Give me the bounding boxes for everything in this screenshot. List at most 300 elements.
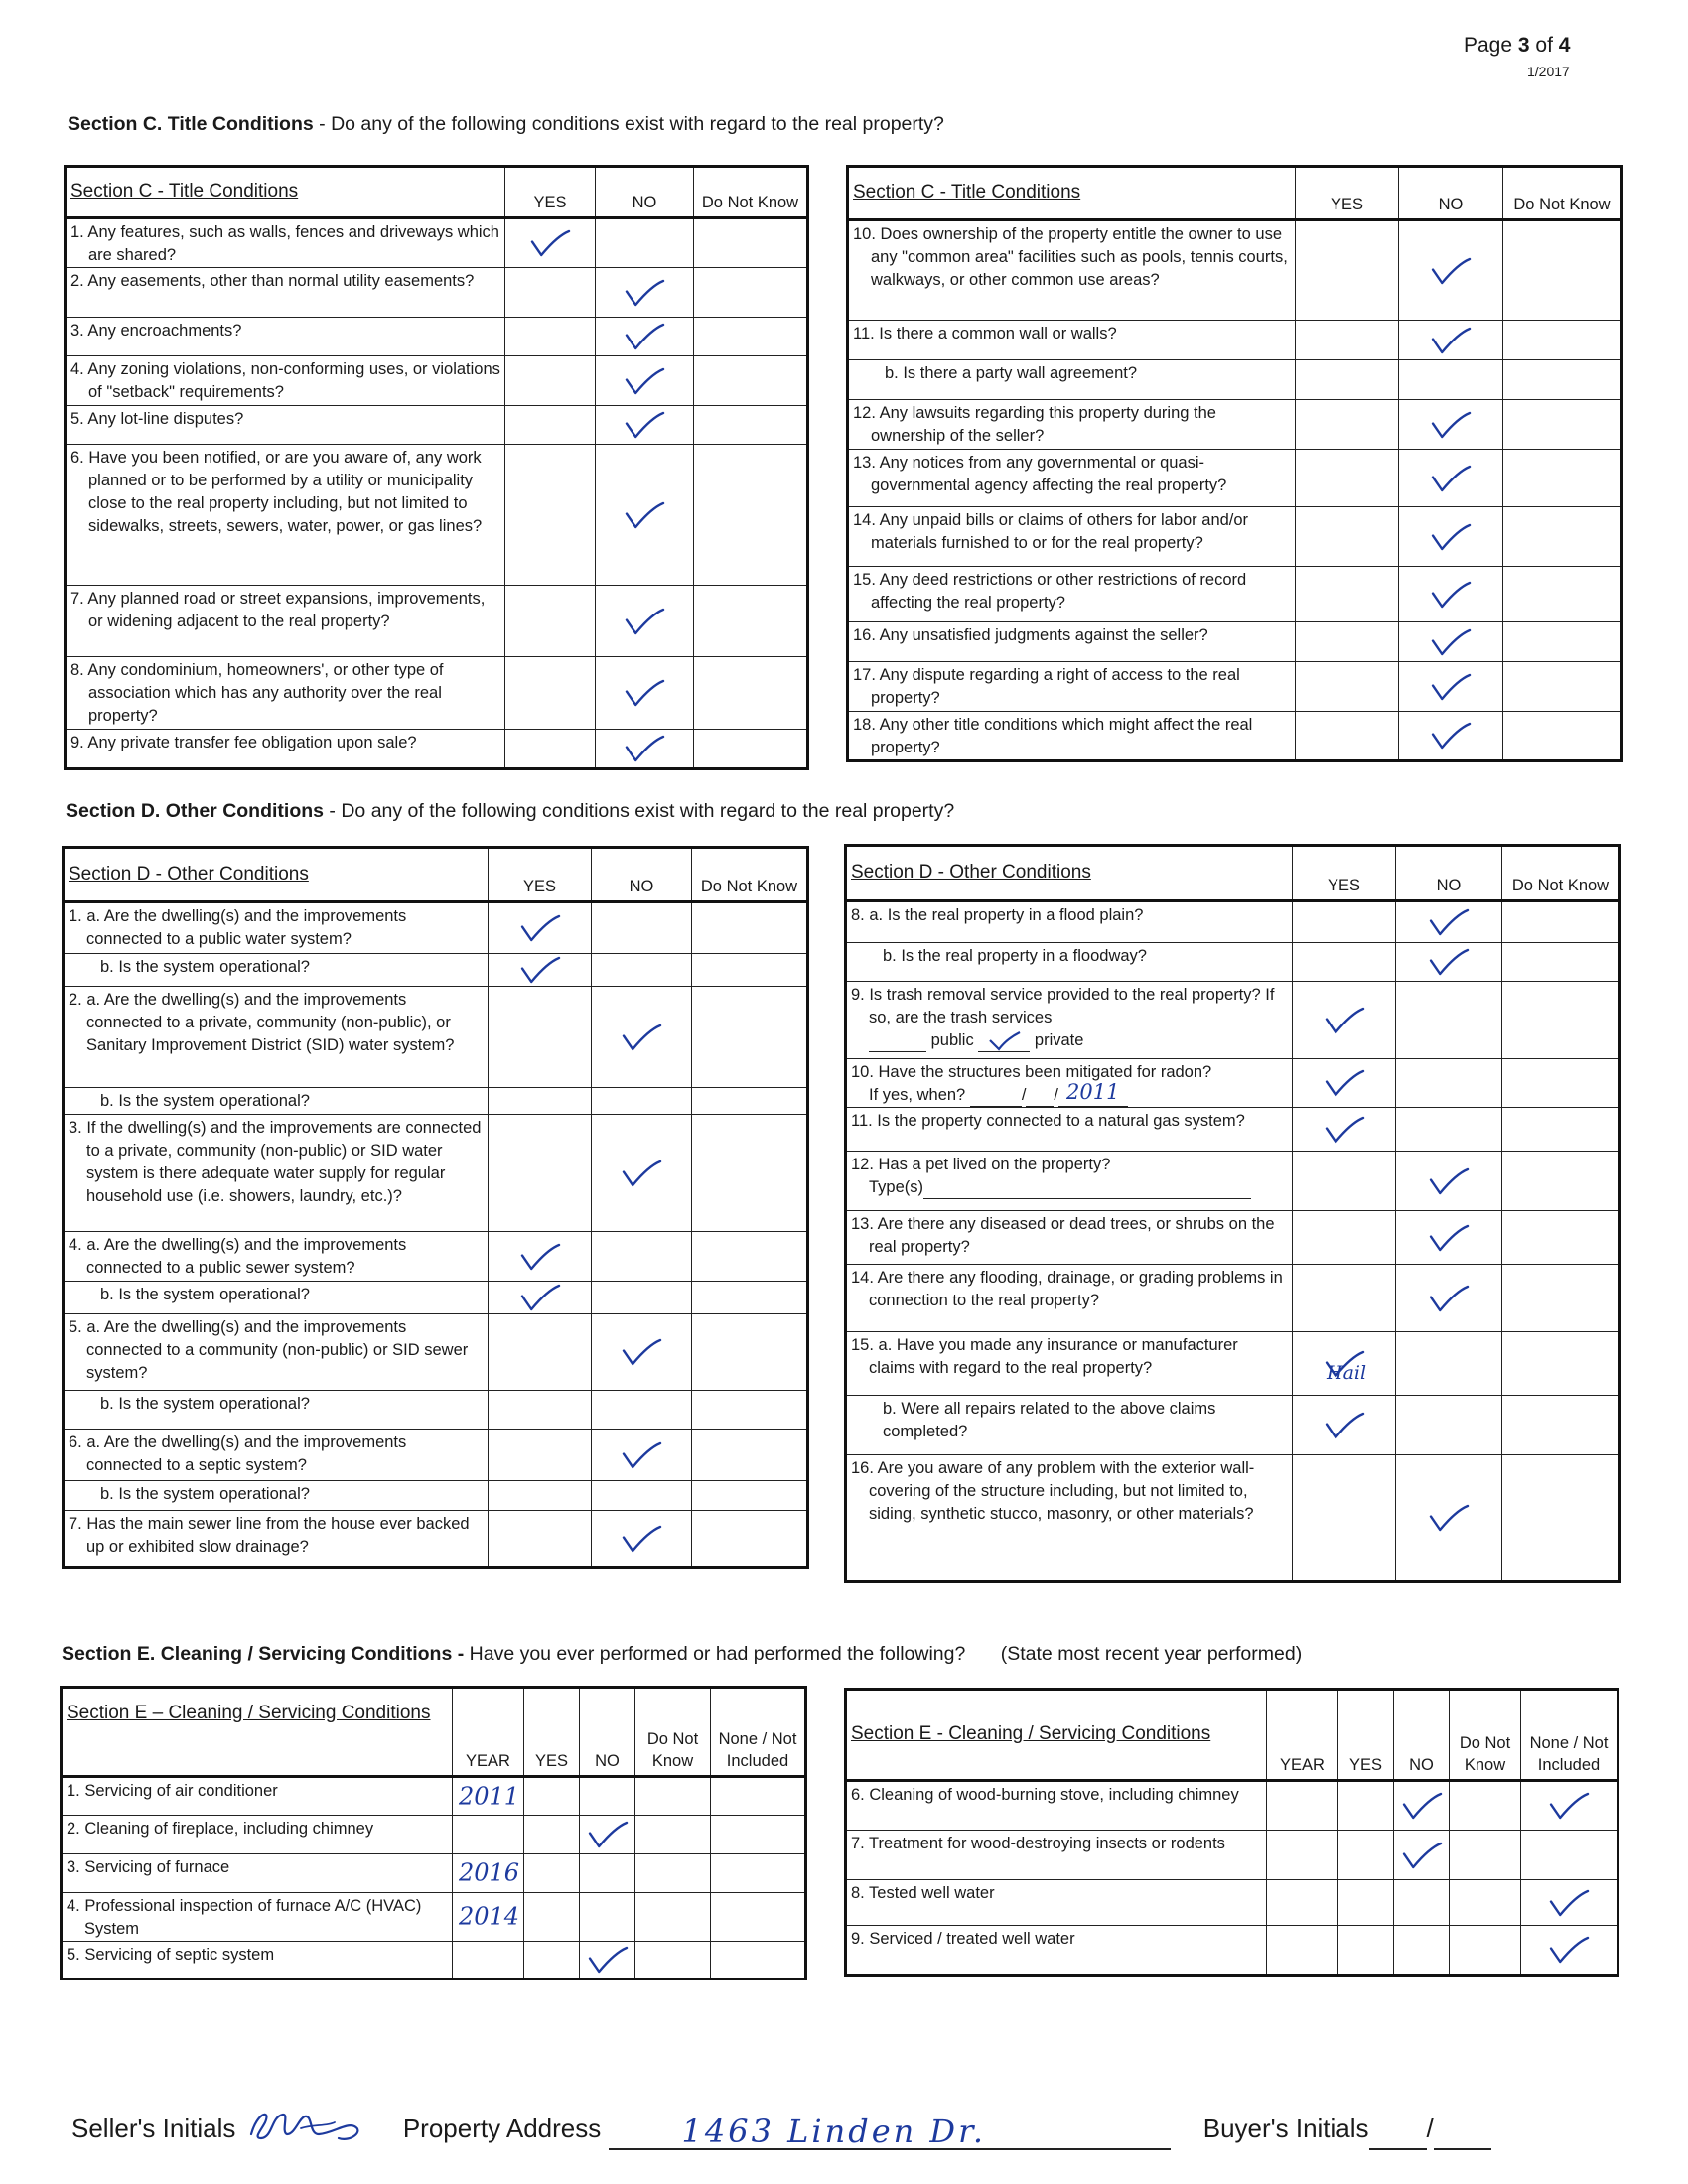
col-do-not-know: Do Not Know xyxy=(1503,167,1622,220)
answer-yes-cell[interactable] xyxy=(489,1115,592,1232)
answer-yes-cell[interactable] xyxy=(489,902,592,954)
answer-dnk-cell[interactable] xyxy=(694,218,808,268)
checkmark-icon xyxy=(625,411,664,439)
question-text xyxy=(846,1332,1293,1396)
answer-yes-cell[interactable] xyxy=(1338,1926,1394,1976)
answer-no-cell[interactable] xyxy=(1399,567,1503,622)
answer-dnk-cell[interactable] xyxy=(635,1942,711,1979)
answer-dnk-cell[interactable] xyxy=(1503,662,1622,712)
checkmark-icon xyxy=(520,1243,560,1271)
answer-no-cell[interactable] xyxy=(1396,982,1502,1059)
question-text xyxy=(848,662,1296,712)
answer-no-cell[interactable] xyxy=(592,954,692,987)
answer-yes-cell[interactable] xyxy=(1293,1152,1396,1211)
answer-yes-cell[interactable] xyxy=(505,356,596,406)
answer-no-cell[interactable] xyxy=(1396,1455,1502,1582)
checkmark-icon xyxy=(1325,1116,1364,1144)
question-label: 17. Any dispute regarding a right of access to the real property? xyxy=(853,666,1240,707)
checkmark-icon xyxy=(1431,722,1471,750)
answer-no-cell[interactable] xyxy=(596,318,694,356)
answer-yes-cell[interactable] xyxy=(524,1777,580,1816)
answer-no-cell[interactable] xyxy=(1399,662,1503,712)
answer-no-cell[interactable] xyxy=(592,1511,692,1568)
answer-yes-cell[interactable] xyxy=(1293,943,1396,982)
answer-yes-cell[interactable] xyxy=(1293,1059,1396,1108)
answer-none-cell[interactable] xyxy=(1521,1831,1618,1880)
section-e-right-table xyxy=(844,1688,1619,1977)
answer-dnk-cell[interactable] xyxy=(1503,321,1622,360)
trash-private-blank[interactable] xyxy=(978,1032,1030,1052)
radon-year-value: 2011 xyxy=(1066,1080,1120,1104)
answer-no-cell[interactable] xyxy=(1394,1781,1450,1831)
answer-yes-cell[interactable] xyxy=(489,1391,592,1430)
answer-none-cell[interactable] xyxy=(711,1854,806,1893)
answer-no-cell[interactable] xyxy=(1399,360,1503,400)
checkmark-icon xyxy=(622,1160,661,1187)
question-row xyxy=(848,662,1622,712)
answer-yes-cell[interactable] xyxy=(1296,321,1399,360)
answer-yes-cell[interactable] xyxy=(1296,507,1399,567)
answer-dnk-cell[interactable] xyxy=(692,1282,808,1314)
answer-yes-cell[interactable] xyxy=(524,1893,580,1942)
answer-dnk-cell[interactable] xyxy=(692,1088,808,1115)
answer-yes-cell[interactable] xyxy=(1296,360,1399,400)
answer-no-cell[interactable] xyxy=(1399,507,1503,567)
answer-yes-cell[interactable] xyxy=(505,218,596,268)
question-text xyxy=(66,730,505,769)
answer-yes-cell[interactable] xyxy=(1296,712,1399,761)
answer-no-cell[interactable] xyxy=(592,987,692,1088)
buyer-initials-field-1[interactable] xyxy=(1369,2118,1427,2150)
checkmark-icon xyxy=(1431,581,1471,609)
answer-dnk-cell[interactable] xyxy=(692,902,808,954)
answer-yes-cell[interactable] xyxy=(1296,400,1399,450)
answer-year-cell[interactable] xyxy=(453,1816,524,1854)
answer-dnk-cell[interactable] xyxy=(692,1232,808,1282)
question-text xyxy=(846,1880,1267,1926)
question-row xyxy=(64,1115,808,1232)
question-label: 4. Professional inspection of furnace A/C (HVAC) System xyxy=(67,1897,422,1938)
answer-no-cell[interactable] xyxy=(1396,901,1502,943)
question-row xyxy=(64,1481,808,1511)
answer-no-cell[interactable] xyxy=(1396,1211,1502,1265)
answer-no-cell[interactable] xyxy=(1396,1152,1502,1211)
answer-year-cell[interactable] xyxy=(1267,1831,1338,1880)
answer-year-cell[interactable] xyxy=(1267,1926,1338,1976)
question-row xyxy=(66,356,808,406)
answer-yes-cell[interactable] xyxy=(1296,662,1399,712)
answer-no-cell[interactable] xyxy=(1396,1059,1502,1108)
question-row xyxy=(66,730,808,769)
answer-no-cell[interactable] xyxy=(1394,1926,1450,1976)
answer-no-cell[interactable] xyxy=(580,1777,635,1816)
answer-none-cell[interactable] xyxy=(1521,1880,1618,1926)
answer-yes-cell[interactable] xyxy=(1296,450,1399,507)
answer-no-cell[interactable] xyxy=(592,902,692,954)
question-row xyxy=(848,622,1622,662)
question-row xyxy=(846,1108,1620,1152)
answer-dnk-cell[interactable] xyxy=(1450,1926,1521,1976)
answer-dnk-cell[interactable] xyxy=(1502,1108,1620,1152)
question-label: 6. a. Are the dwelling(s) and the improvements connected to a septic system? xyxy=(69,1433,407,1474)
answer-dnk-cell[interactable] xyxy=(1502,982,1620,1059)
question-label: 3. If the dwelling(s) and the improvements are connected to a private, community (non-public) or SID water system is there adequate water supply for regular household use (i.e. showers, laundry, etc.)? xyxy=(69,1119,482,1205)
question-row xyxy=(846,1059,1620,1108)
answer-no-cell[interactable] xyxy=(1396,1396,1502,1455)
checkmark-icon xyxy=(1549,1792,1589,1820)
checkmark-icon xyxy=(622,1441,661,1469)
answer-dnk-cell[interactable] xyxy=(692,987,808,1088)
answer-dnk-cell[interactable] xyxy=(1502,1059,1620,1108)
answer-year-cell[interactable] xyxy=(1267,1781,1338,1831)
answer-yes-cell[interactable] xyxy=(489,1232,592,1282)
answer-dnk-cell[interactable] xyxy=(1503,622,1622,662)
answer-dnk-cell[interactable] xyxy=(1503,220,1622,321)
question-text xyxy=(64,1391,489,1430)
answer-no-cell[interactable] xyxy=(596,268,694,318)
answer-dnk-cell[interactable] xyxy=(1450,1781,1521,1831)
col-no: NO xyxy=(1394,1690,1450,1781)
radon-year-field[interactable] xyxy=(1058,1080,1128,1107)
answer-no-cell[interactable] xyxy=(592,1481,692,1511)
answer-dnk-cell[interactable] xyxy=(692,1314,808,1391)
question-row xyxy=(64,1430,808,1481)
checkmark-icon xyxy=(625,367,664,395)
question-label: b. Is the system operational? xyxy=(100,1286,310,1303)
question-label: 3. Any encroachments? xyxy=(70,322,242,340)
answer-dnk-cell[interactable] xyxy=(692,1481,808,1511)
col-yes: YES xyxy=(1338,1690,1394,1781)
question-row xyxy=(848,712,1622,761)
property-address-field[interactable] xyxy=(609,2113,1171,2150)
answer-no-cell[interactable] xyxy=(592,1232,692,1282)
answer-dnk-cell[interactable] xyxy=(692,954,808,987)
checkmark-icon xyxy=(622,1338,661,1366)
answer-no-cell[interactable] xyxy=(1399,400,1503,450)
answer-no-cell[interactable] xyxy=(592,1314,692,1391)
answer-dnk-cell[interactable] xyxy=(692,1391,808,1430)
question-text xyxy=(64,1088,489,1115)
question-text xyxy=(846,943,1293,982)
answer-yes-cell[interactable] xyxy=(1293,901,1396,943)
question-label: 5. a. Are the dwelling(s) and the improvements connected to a community (non-public) or SID sewer system? xyxy=(69,1318,469,1382)
question-label: 13. Any notices from any governmental or quasi-governmental agency affecting the real property? xyxy=(853,454,1227,494)
question-row xyxy=(64,1232,808,1282)
answer-dnk-cell[interactable] xyxy=(1450,1831,1521,1880)
question-text xyxy=(848,321,1296,360)
question-row xyxy=(66,268,808,318)
question-label: 4. a. Are the dwelling(s) and the improvements connected to a public sewer system? xyxy=(69,1236,407,1277)
question-row xyxy=(62,1942,806,1979)
answer-yes-cell[interactable] xyxy=(489,1282,592,1314)
answer-year-cell[interactable] xyxy=(453,1854,524,1893)
answer-dnk-cell[interactable] xyxy=(694,586,808,657)
answer-dnk-cell[interactable] xyxy=(1502,943,1620,982)
question-label: 11. Is there a common wall or walls? xyxy=(853,325,1117,342)
question-row xyxy=(848,507,1622,567)
answer-no-cell[interactable] xyxy=(1399,712,1503,761)
answer-dnk-cell[interactable] xyxy=(1503,712,1622,761)
checkmark-icon xyxy=(1325,1069,1364,1097)
answer-no-cell[interactable] xyxy=(1399,321,1503,360)
answer-no-cell[interactable] xyxy=(1396,1265,1502,1332)
question-row xyxy=(62,1893,806,1942)
question-label: b. Is the real property in a floodway? xyxy=(883,947,1147,965)
answer-yes-cell[interactable] xyxy=(524,1816,580,1854)
answer-no-cell[interactable] xyxy=(580,1942,635,1979)
answer-yes-cell[interactable] xyxy=(489,1481,592,1511)
question-text xyxy=(848,507,1296,567)
col-no: NO xyxy=(596,167,694,218)
question-label: b. Is there a party wall agreement? xyxy=(885,364,1138,382)
question-label: 9. Is trash removal service provided to the real property? If so, are the trash services xyxy=(851,986,1275,1026)
answer-yes-cell[interactable] xyxy=(505,445,596,586)
answer-dnk-cell[interactable] xyxy=(635,1893,711,1942)
answer-dnk-cell[interactable] xyxy=(692,1430,808,1481)
answer-dnk-cell[interactable] xyxy=(1503,450,1622,507)
answer-yes-cell[interactable] xyxy=(1293,1332,1396,1396)
answer-none-cell[interactable] xyxy=(711,1777,806,1816)
question-label: 8. Any condominium, homeowners', or other type of association which has any authority over the real property? xyxy=(70,661,444,725)
question-text xyxy=(848,450,1296,507)
answer-yes-cell[interactable] xyxy=(489,954,592,987)
question-label: 10. Have the structures been mitigated for radon? xyxy=(851,1063,1212,1081)
answer-dnk-cell[interactable] xyxy=(1502,1265,1620,1332)
trash-public-blank[interactable] xyxy=(869,1032,926,1052)
answer-dnk-cell[interactable] xyxy=(694,445,808,586)
answer-no-cell[interactable] xyxy=(596,730,694,769)
question-text xyxy=(846,1059,1293,1108)
answer-year-cell[interactable] xyxy=(1267,1880,1338,1926)
question-label: 13. Are there any diseased or dead trees, or shrubs on the real property? xyxy=(851,1215,1275,1256)
answer-no-cell[interactable] xyxy=(596,218,694,268)
answer-yes-cell[interactable] xyxy=(1296,220,1399,321)
answer-yes-cell[interactable] xyxy=(1293,1455,1396,1582)
question-row xyxy=(64,987,808,1088)
answer-dnk-cell[interactable] xyxy=(1502,1211,1620,1265)
answer-no-cell[interactable] xyxy=(1394,1831,1450,1880)
answer-year-cell[interactable] xyxy=(453,1893,524,1942)
col-year: YEAR xyxy=(453,1688,524,1777)
checkmark-icon xyxy=(990,1032,1020,1050)
question-row xyxy=(66,445,808,586)
answer-dnk-cell[interactable] xyxy=(1503,400,1622,450)
answer-none-cell[interactable] xyxy=(711,1816,806,1854)
answer-yes-cell[interactable] xyxy=(1338,1880,1394,1926)
question-row xyxy=(66,318,808,356)
question-row xyxy=(846,1396,1620,1455)
checkmark-icon xyxy=(625,323,664,350)
answer-dnk-cell[interactable] xyxy=(635,1816,711,1854)
trash-public-label: public xyxy=(930,1031,974,1049)
answer-dnk-cell[interactable] xyxy=(694,657,808,730)
question-row xyxy=(62,1777,806,1816)
question-row xyxy=(64,1088,808,1115)
radon-day-field[interactable] xyxy=(1026,1087,1054,1107)
answer-yes-cell[interactable] xyxy=(524,1942,580,1979)
question-label: 8. a. Is the real property in a flood plain? xyxy=(851,906,1144,924)
col-no: NO xyxy=(1399,167,1503,220)
answer-year-cell[interactable] xyxy=(453,1777,524,1816)
checkmark-icon xyxy=(1429,948,1469,976)
answer-yes-cell[interactable] xyxy=(505,730,596,769)
answer-yes-cell[interactable] xyxy=(524,1854,580,1893)
section-d-right-title: Section D - Other Conditions xyxy=(846,846,1293,901)
answer-dnk-cell[interactable] xyxy=(1503,567,1622,622)
answer-dnk-cell[interactable] xyxy=(694,356,808,406)
answer-yes-cell[interactable] xyxy=(1293,1265,1396,1332)
answer-yes-cell[interactable] xyxy=(505,586,596,657)
pet-type-line xyxy=(869,1176,1288,1199)
answer-yes-cell[interactable] xyxy=(489,1314,592,1391)
pet-type-label: Type(s) xyxy=(869,1178,924,1196)
answer-no-cell[interactable] xyxy=(592,1430,692,1481)
question-label: 4. Any zoning violations, non-conforming uses, or violations of "setback" requirements? xyxy=(70,360,500,401)
question-text xyxy=(846,1831,1267,1880)
answer-yes-cell[interactable] xyxy=(1293,1211,1396,1265)
answer-yes-cell[interactable] xyxy=(1296,622,1399,662)
answer-yes-cell[interactable] xyxy=(489,1430,592,1481)
answer-no-cell[interactable] xyxy=(1396,1332,1502,1396)
answer-no-cell[interactable] xyxy=(1394,1880,1450,1926)
buyer-initials-label: Buyer's Initials xyxy=(1202,2113,1369,2143)
question-row xyxy=(846,1781,1618,1831)
answer-none-cell[interactable] xyxy=(1521,1926,1618,1976)
answer-dnk-cell[interactable] xyxy=(1502,1455,1620,1582)
answer-dnk-cell[interactable] xyxy=(692,1115,808,1232)
section-d-left-table xyxy=(62,846,809,1569)
radon-month-field[interactable] xyxy=(970,1087,1022,1107)
answer-yes-cell[interactable] xyxy=(489,1088,592,1115)
question-label: 10. Does ownership of the property entitle the owner to use any "common area" facilities such as pools, tennis courts, walkways, or other common use areas? xyxy=(853,225,1288,289)
question-label: 1. a. Are the dwelling(s) and the improvements connected to a public water system? xyxy=(69,907,407,948)
answer-no-cell[interactable] xyxy=(596,586,694,657)
answer-none-cell[interactable] xyxy=(711,1942,806,1979)
question-text xyxy=(64,1282,489,1314)
footer xyxy=(71,2111,1491,2150)
answer-yes-cell[interactable] xyxy=(489,1511,592,1568)
question-text xyxy=(846,901,1293,943)
answer-no-cell[interactable] xyxy=(580,1893,635,1942)
answer-dnk-cell[interactable] xyxy=(1503,507,1622,567)
checkmark-icon xyxy=(1549,1936,1589,1964)
answer-yes-cell[interactable] xyxy=(1338,1781,1394,1831)
answer-yes-cell[interactable] xyxy=(505,318,596,356)
answer-year-cell[interactable] xyxy=(453,1942,524,1979)
answer-none-cell[interactable] xyxy=(711,1893,806,1942)
answer-dnk-cell[interactable] xyxy=(694,406,808,445)
answer-yes-cell[interactable] xyxy=(505,268,596,318)
question-label: 6. Cleaning of wood-burning stove, including chimney xyxy=(851,1786,1239,1804)
question-label: b. Were all repairs related to the above claims completed? xyxy=(883,1400,1216,1440)
question-text xyxy=(66,406,505,445)
answer-no-cell[interactable] xyxy=(580,1854,635,1893)
checkmark-icon xyxy=(1429,908,1469,936)
answer-no-cell[interactable] xyxy=(592,1282,692,1314)
answer-no-cell[interactable] xyxy=(1399,622,1503,662)
answer-dnk-cell[interactable] xyxy=(1450,1880,1521,1926)
section-e-table-title: Section E – Cleaning / Servicing Conditions xyxy=(62,1688,453,1777)
answer-dnk-cell[interactable] xyxy=(694,318,808,356)
question-label: 11. Is the property connected to a natural gas system? xyxy=(851,1112,1245,1130)
answer-dnk-cell[interactable] xyxy=(694,268,808,318)
question-row xyxy=(66,657,808,730)
answer-no-cell[interactable] xyxy=(1396,1108,1502,1152)
checkmark-icon xyxy=(1431,327,1471,354)
answer-no-cell[interactable] xyxy=(1399,450,1503,507)
radon-when-label: If yes, when? xyxy=(869,1086,966,1104)
answer-yes-cell[interactable] xyxy=(489,987,592,1088)
section-c-table-title: Section C - Title Conditions xyxy=(66,167,505,218)
question-text xyxy=(66,586,505,657)
question-row xyxy=(846,1831,1618,1880)
revision-date: 1/2017 xyxy=(1527,64,1570,79)
question-label: 2. Any easements, other than normal utility easements? xyxy=(70,272,475,290)
answer-no-cell[interactable] xyxy=(580,1816,635,1854)
answer-yes-cell[interactable] xyxy=(1293,982,1396,1059)
question-label: 7. Treatment for wood-destroying insects or rodents xyxy=(851,1835,1225,1852)
question-text xyxy=(846,1265,1293,1332)
answer-yes-cell[interactable] xyxy=(1338,1831,1394,1880)
answer-none-cell[interactable] xyxy=(1521,1781,1618,1831)
question-label: 5. Servicing of septic system xyxy=(67,1946,275,1964)
answer-yes-cell[interactable] xyxy=(1293,1396,1396,1455)
answer-dnk-cell[interactable] xyxy=(1502,1332,1620,1396)
question-text xyxy=(846,1396,1293,1455)
answer-yes-cell[interactable] xyxy=(1296,567,1399,622)
question-label: 2. Cleaning of fireplace, including chimney xyxy=(67,1820,374,1838)
answer-dnk-cell[interactable] xyxy=(1502,1152,1620,1211)
answer-yes-cell[interactable] xyxy=(505,406,596,445)
property-address-value: 1463 Linden Dr. xyxy=(681,2113,987,2150)
question-text xyxy=(64,954,489,987)
answer-dnk-cell[interactable] xyxy=(694,730,808,769)
col-no: NO xyxy=(592,848,692,902)
question-row xyxy=(848,400,1622,450)
buyer-initials-field-2[interactable] xyxy=(1434,2118,1491,2150)
checkmark-icon xyxy=(520,956,560,984)
answer-no-cell[interactable] xyxy=(596,657,694,730)
checkmark-icon xyxy=(1402,1792,1442,1820)
answer-dnk-cell[interactable] xyxy=(1502,1396,1620,1455)
pet-type-field[interactable] xyxy=(923,1179,1251,1199)
answer-no-cell[interactable] xyxy=(592,1391,692,1430)
answer-yes-cell[interactable] xyxy=(505,657,596,730)
answer-no-cell[interactable] xyxy=(596,356,694,406)
question-label: 12. Any lawsuits regarding this property during the ownership of the seller? xyxy=(853,404,1216,445)
checkmark-icon xyxy=(530,229,570,257)
answer-dnk-cell[interactable] xyxy=(692,1511,808,1568)
checkmark-icon xyxy=(1325,1007,1364,1034)
seller-initials-signature xyxy=(243,2111,392,2150)
answer-dnk-cell[interactable] xyxy=(1503,360,1622,400)
radon-date-line: If yes, when? / / 2011 xyxy=(869,1084,1288,1107)
answer-no-cell[interactable] xyxy=(1396,943,1502,982)
answer-no-cell[interactable] xyxy=(1399,220,1503,321)
seller-initials-label: Seller's Initials xyxy=(71,2113,236,2143)
answer-no-cell[interactable] xyxy=(592,1088,692,1115)
answer-no-cell[interactable] xyxy=(596,406,694,445)
question-label: 15. a. Have you made any insurance or manufacturer claims with regard to the real property? xyxy=(851,1336,1238,1377)
question-label: b. Is the system operational? xyxy=(100,1485,310,1503)
answer-dnk-cell[interactable] xyxy=(1502,901,1620,943)
answer-no-cell[interactable] xyxy=(596,445,694,586)
answer-dnk-cell[interactable] xyxy=(635,1777,711,1816)
question-row xyxy=(848,321,1622,360)
answer-yes-cell[interactable] xyxy=(1293,1108,1396,1152)
answer-dnk-cell[interactable] xyxy=(635,1854,711,1893)
answer-no-cell[interactable] xyxy=(592,1115,692,1232)
